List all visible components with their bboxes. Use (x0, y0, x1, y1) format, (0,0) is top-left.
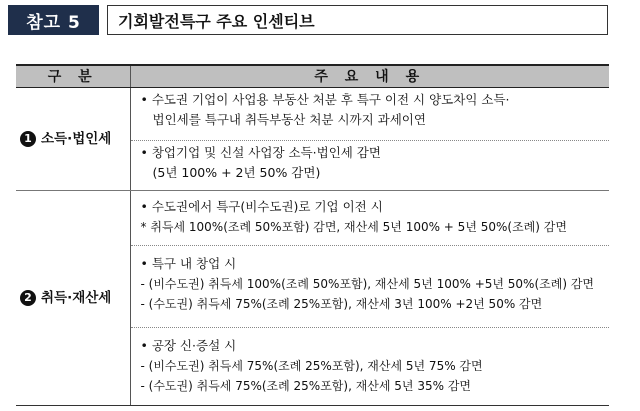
content-block (131, 191, 610, 245)
page-title: 기회발전특구 주요 인센티브 (107, 5, 608, 35)
reference-tag: 참고 5 (8, 5, 99, 35)
content-line: - (비수도권) 취득세 75%(조례 25%포함), 재산세 5년 75% 감면 (140, 358, 483, 373)
content-block (131, 327, 610, 405)
content-line: • 창업기업 및 신설 사업장 소득·법인세 감면 (140, 144, 381, 160)
content-line: - (수도권) 취득세 75%(조례 25%포함), 재산세 5년 35% 감면 (140, 378, 472, 393)
content-block (131, 88, 610, 140)
content-cell (130, 87, 609, 190)
content-cell (130, 190, 609, 405)
content-line: 법인세를 특구내 취득부동산 처분 시까지 과세이연 (152, 111, 426, 127)
content-line: - (비수도권) 취득세 100%(조례 50%포함), 재산세 5년 100% +5년 50%(조례) 감면 (140, 276, 595, 291)
incentive-table (16, 64, 609, 406)
content-line: (5년 100% + 2년 50% 감면) (152, 164, 321, 180)
table-header-row (16, 65, 609, 87)
content-line: - (수도권) 취득세 75%(조례 25%포함), 재산세 3년 100% +2년 50% 감면 (140, 296, 543, 311)
circled-number-1: 1 (20, 131, 36, 147)
table-row (16, 190, 609, 405)
header (8, 5, 608, 35)
table-row (16, 87, 609, 190)
content-block (131, 140, 610, 190)
content-line: • 특구 내 창업 시 (140, 255, 237, 271)
category-cell (16, 190, 130, 405)
content-line: • 수도권에서 특구(비수도권)로 기업 이전 시 (140, 198, 383, 214)
column-header-content: 주 요 내 용 (130, 65, 609, 87)
category-label: 취득·재산세 (41, 289, 112, 306)
content-line: • 수도권 기업이 사업용 부동산 처분 후 특구 이전 시 양도차익 소득· (140, 91, 510, 107)
content-line: • 공장 신·증설 시 (140, 337, 237, 353)
content-block (131, 245, 610, 327)
circled-number-2: 2 (20, 290, 36, 306)
category-label: 소득·법인세 (41, 130, 112, 147)
content-line: * 취득세 100%(조례 50%포함) 감면, 재산세 5년 100% + 5년 50%(조례) 감면 (140, 219, 567, 234)
category-cell (16, 87, 130, 190)
column-header-category: 구 분 (16, 65, 130, 87)
